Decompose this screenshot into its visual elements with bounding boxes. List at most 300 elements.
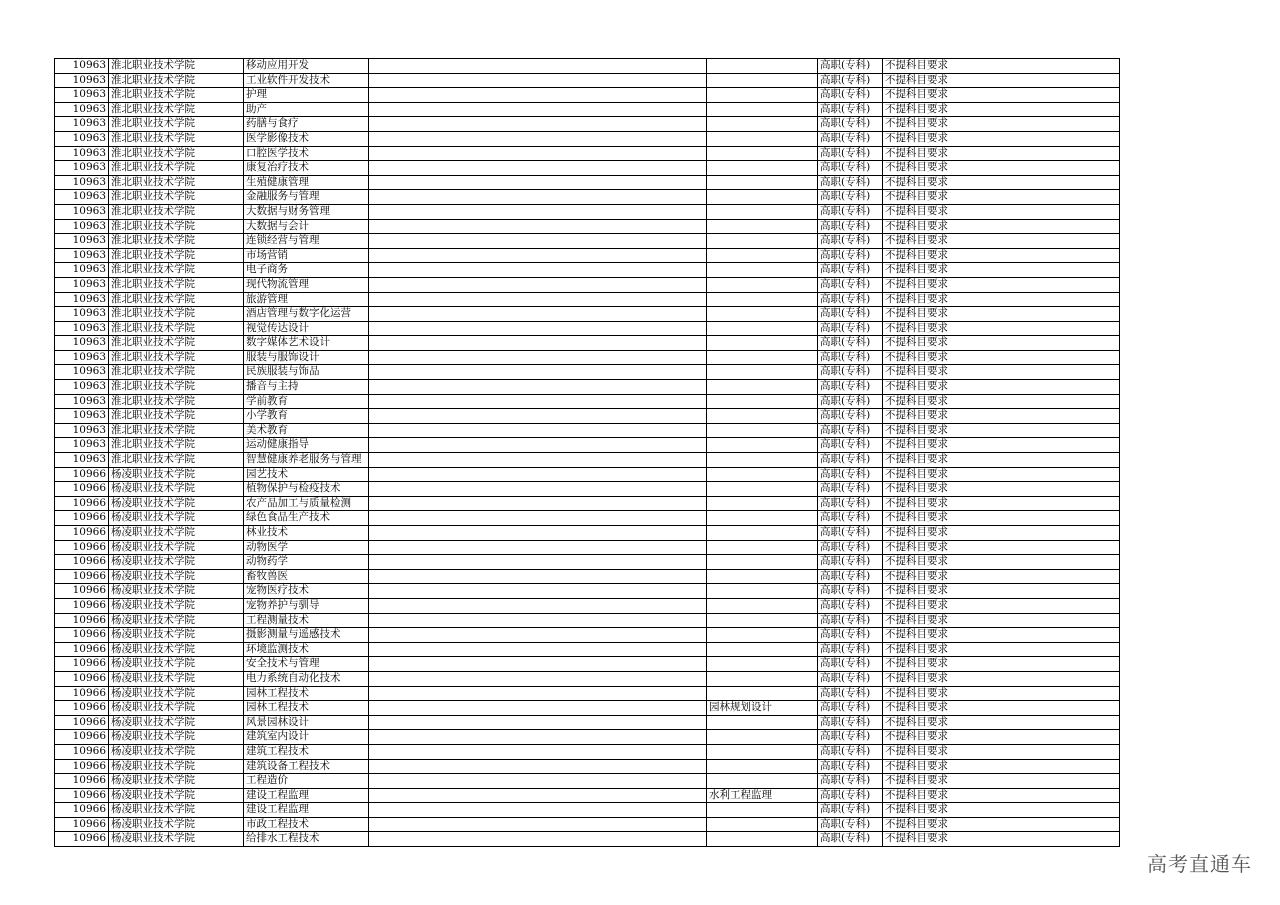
blank-cell bbox=[369, 555, 707, 570]
level-cell: 高职(专科) bbox=[818, 482, 883, 497]
school-name-cell: 淮北职业技术学院 bbox=[109, 219, 244, 234]
major-direction-cell bbox=[707, 832, 818, 847]
major-name-cell: 农产品加工与质量检测 bbox=[244, 496, 369, 511]
blank-cell bbox=[369, 423, 707, 438]
level-cell: 高职(专科) bbox=[818, 569, 883, 584]
major-direction-cell bbox=[707, 277, 818, 292]
subject-requirement-cell: 不提科目要求 bbox=[883, 496, 1120, 511]
school-name-cell: 淮北职业技术学院 bbox=[109, 438, 244, 453]
school-name-cell: 杨凌职业技术学院 bbox=[109, 817, 244, 832]
level-cell: 高职(专科) bbox=[818, 642, 883, 657]
level-cell: 高职(专科) bbox=[818, 759, 883, 774]
admission-table bbox=[54, 58, 1120, 847]
blank-cell bbox=[369, 131, 707, 146]
blank-cell bbox=[369, 613, 707, 628]
major-name-cell: 小学教育 bbox=[244, 409, 369, 424]
blank-cell bbox=[369, 657, 707, 672]
major-name-cell: 动物医学 bbox=[244, 540, 369, 555]
major-direction-cell bbox=[707, 73, 818, 88]
major-direction-cell bbox=[707, 146, 818, 161]
table-row bbox=[55, 88, 1120, 103]
school-code-cell: 10966 bbox=[55, 730, 109, 745]
school-name-cell: 淮北职业技术学院 bbox=[109, 409, 244, 424]
subject-requirement-cell: 不提科目要求 bbox=[883, 146, 1120, 161]
level-cell: 高职(专科) bbox=[818, 292, 883, 307]
level-cell: 高职(专科) bbox=[818, 526, 883, 541]
level-cell: 高职(专科) bbox=[818, 803, 883, 818]
table-row bbox=[55, 642, 1120, 657]
school-code-cell: 10963 bbox=[55, 131, 109, 146]
major-name-cell: 工程测量技术 bbox=[244, 613, 369, 628]
major-name-cell: 药膳与食疗 bbox=[244, 117, 369, 132]
major-name-cell: 护理 bbox=[244, 88, 369, 103]
school-name-cell: 淮北职业技术学院 bbox=[109, 131, 244, 146]
subject-requirement-cell: 不提科目要求 bbox=[883, 336, 1120, 351]
subject-requirement-cell: 不提科目要求 bbox=[883, 350, 1120, 365]
subject-requirement-cell: 不提科目要求 bbox=[883, 409, 1120, 424]
major-direction-cell bbox=[707, 88, 818, 103]
school-name-cell: 淮北职业技术学院 bbox=[109, 277, 244, 292]
blank-cell bbox=[369, 759, 707, 774]
level-cell: 高职(专科) bbox=[818, 540, 883, 555]
school-name-cell: 淮北职业技术学院 bbox=[109, 117, 244, 132]
school-code-cell: 10963 bbox=[55, 263, 109, 278]
major-name-cell: 市场营销 bbox=[244, 248, 369, 263]
school-name-cell: 淮北职业技术学院 bbox=[109, 292, 244, 307]
level-cell: 高职(专科) bbox=[818, 817, 883, 832]
subject-requirement-cell: 不提科目要求 bbox=[883, 161, 1120, 176]
school-name-cell: 淮北职业技术学院 bbox=[109, 204, 244, 219]
school-code-cell: 10963 bbox=[55, 292, 109, 307]
major-direction-cell bbox=[707, 365, 818, 380]
table-row bbox=[55, 321, 1120, 336]
school-code-cell: 10963 bbox=[55, 307, 109, 322]
school-code-cell: 10963 bbox=[55, 146, 109, 161]
blank-cell bbox=[369, 73, 707, 88]
table-row bbox=[55, 759, 1120, 774]
level-cell: 高职(专科) bbox=[818, 336, 883, 351]
major-name-cell: 美术教育 bbox=[244, 423, 369, 438]
subject-requirement-cell: 不提科目要求 bbox=[883, 88, 1120, 103]
major-name-cell: 智慧健康养老服务与管理 bbox=[244, 453, 369, 468]
table-row bbox=[55, 336, 1120, 351]
major-direction-cell bbox=[707, 438, 818, 453]
school-code-cell: 10966 bbox=[55, 598, 109, 613]
table-row bbox=[55, 628, 1120, 643]
major-name-cell: 林业技术 bbox=[244, 526, 369, 541]
subject-requirement-cell: 不提科目要求 bbox=[883, 131, 1120, 146]
school-name-cell: 淮北职业技术学院 bbox=[109, 365, 244, 380]
major-direction-cell bbox=[707, 453, 818, 468]
table-row bbox=[55, 715, 1120, 730]
school-code-cell: 10963 bbox=[55, 204, 109, 219]
level-cell: 高职(专科) bbox=[818, 219, 883, 234]
blank-cell bbox=[369, 59, 707, 74]
table-row bbox=[55, 175, 1120, 190]
table-row bbox=[55, 73, 1120, 88]
subject-requirement-cell: 不提科目要求 bbox=[883, 102, 1120, 117]
school-code-cell: 10966 bbox=[55, 686, 109, 701]
level-cell: 高职(专科) bbox=[818, 204, 883, 219]
blank-cell bbox=[369, 686, 707, 701]
subject-requirement-cell: 不提科目要求 bbox=[883, 365, 1120, 380]
blank-cell bbox=[369, 146, 707, 161]
major-direction-cell bbox=[707, 511, 818, 526]
table-row bbox=[55, 59, 1120, 74]
major-direction-cell bbox=[707, 671, 818, 686]
school-name-cell: 杨凌职业技术学院 bbox=[109, 628, 244, 643]
school-name-cell: 淮北职业技术学院 bbox=[109, 380, 244, 395]
major-direction-cell bbox=[707, 540, 818, 555]
major-direction-cell bbox=[707, 248, 818, 263]
school-name-cell: 淮北职业技术学院 bbox=[109, 190, 244, 205]
table-row bbox=[55, 511, 1120, 526]
school-name-cell: 杨凌职业技术学院 bbox=[109, 540, 244, 555]
subject-requirement-cell: 不提科目要求 bbox=[883, 657, 1120, 672]
school-code-cell: 10966 bbox=[55, 788, 109, 803]
table-row bbox=[55, 526, 1120, 541]
table-row bbox=[55, 496, 1120, 511]
school-code-cell: 10966 bbox=[55, 584, 109, 599]
subject-requirement-cell: 不提科目要求 bbox=[883, 482, 1120, 497]
subject-requirement-cell: 不提科目要求 bbox=[883, 715, 1120, 730]
table-row bbox=[55, 365, 1120, 380]
level-cell: 高职(专科) bbox=[818, 511, 883, 526]
table-row bbox=[55, 117, 1120, 132]
major-direction-cell bbox=[707, 219, 818, 234]
major-name-cell: 视觉传达设计 bbox=[244, 321, 369, 336]
school-code-cell: 10966 bbox=[55, 496, 109, 511]
school-code-cell: 10966 bbox=[55, 555, 109, 570]
school-code-cell: 10966 bbox=[55, 628, 109, 643]
major-name-cell: 移动应用开发 bbox=[244, 59, 369, 74]
level-cell: 高职(专科) bbox=[818, 555, 883, 570]
school-name-cell: 淮北职业技术学院 bbox=[109, 423, 244, 438]
subject-requirement-cell: 不提科目要求 bbox=[883, 744, 1120, 759]
subject-requirement-cell: 不提科目要求 bbox=[883, 642, 1120, 657]
subject-requirement-cell: 不提科目要求 bbox=[883, 423, 1120, 438]
school-name-cell: 杨凌职业技术学院 bbox=[109, 482, 244, 497]
level-cell: 高职(专科) bbox=[818, 730, 883, 745]
major-name-cell: 金融服务与管理 bbox=[244, 190, 369, 205]
school-name-cell: 淮北职业技术学院 bbox=[109, 146, 244, 161]
school-code-cell: 10966 bbox=[55, 613, 109, 628]
blank-cell bbox=[369, 482, 707, 497]
table-row bbox=[55, 774, 1120, 789]
major-name-cell: 连锁经营与管理 bbox=[244, 234, 369, 249]
table-row bbox=[55, 161, 1120, 176]
major-direction-cell bbox=[707, 394, 818, 409]
subject-requirement-cell: 不提科目要求 bbox=[883, 438, 1120, 453]
table-row bbox=[55, 744, 1120, 759]
major-name-cell: 工业软件开发技术 bbox=[244, 73, 369, 88]
school-code-cell: 10963 bbox=[55, 453, 109, 468]
level-cell: 高职(专科) bbox=[818, 131, 883, 146]
school-code-cell: 10963 bbox=[55, 161, 109, 176]
major-direction-cell bbox=[707, 803, 818, 818]
blank-cell bbox=[369, 453, 707, 468]
subject-requirement-cell: 不提科目要求 bbox=[883, 248, 1120, 263]
blank-cell bbox=[369, 467, 707, 482]
school-code-cell: 10966 bbox=[55, 715, 109, 730]
blank-cell bbox=[369, 88, 707, 103]
subject-requirement-cell: 不提科目要求 bbox=[883, 628, 1120, 643]
school-name-cell: 淮北职业技术学院 bbox=[109, 248, 244, 263]
subject-requirement-cell: 不提科目要求 bbox=[883, 817, 1120, 832]
subject-requirement-cell: 不提科目要求 bbox=[883, 117, 1120, 132]
level-cell: 高职(专科) bbox=[818, 598, 883, 613]
major-name-cell: 宠物养护与驯导 bbox=[244, 598, 369, 613]
subject-requirement-cell: 不提科目要求 bbox=[883, 380, 1120, 395]
major-name-cell: 宠物医疗技术 bbox=[244, 584, 369, 599]
major-direction-cell bbox=[707, 774, 818, 789]
school-code-cell: 10966 bbox=[55, 817, 109, 832]
major-direction-cell bbox=[707, 598, 818, 613]
major-direction-cell bbox=[707, 59, 818, 74]
table-row bbox=[55, 102, 1120, 117]
major-direction-cell bbox=[707, 730, 818, 745]
table-row bbox=[55, 234, 1120, 249]
watermark: 高考直通车 bbox=[1147, 852, 1252, 876]
major-direction-cell bbox=[707, 584, 818, 599]
blank-cell bbox=[369, 774, 707, 789]
table-row bbox=[55, 701, 1120, 716]
school-name-cell: 杨凌职业技术学院 bbox=[109, 759, 244, 774]
blank-cell bbox=[369, 336, 707, 351]
school-name-cell: 杨凌职业技术学院 bbox=[109, 686, 244, 701]
level-cell: 高职(专科) bbox=[818, 380, 883, 395]
school-code-cell: 10966 bbox=[55, 540, 109, 555]
level-cell: 高职(专科) bbox=[818, 788, 883, 803]
subject-requirement-cell: 不提科目要求 bbox=[883, 540, 1120, 555]
school-code-cell: 10966 bbox=[55, 467, 109, 482]
school-code-cell: 10966 bbox=[55, 759, 109, 774]
blank-cell bbox=[369, 701, 707, 716]
subject-requirement-cell: 不提科目要求 bbox=[883, 263, 1120, 278]
subject-requirement-cell: 不提科目要求 bbox=[883, 219, 1120, 234]
blank-cell bbox=[369, 409, 707, 424]
school-code-cell: 10963 bbox=[55, 438, 109, 453]
level-cell: 高职(专科) bbox=[818, 628, 883, 643]
level-cell: 高职(专科) bbox=[818, 657, 883, 672]
table-row bbox=[55, 803, 1120, 818]
major-name-cell: 市政工程技术 bbox=[244, 817, 369, 832]
table-row bbox=[55, 219, 1120, 234]
major-direction-cell bbox=[707, 555, 818, 570]
major-direction-cell bbox=[707, 423, 818, 438]
major-name-cell: 风景园林设计 bbox=[244, 715, 369, 730]
table-row bbox=[55, 380, 1120, 395]
blank-cell bbox=[369, 540, 707, 555]
major-name-cell: 工程造价 bbox=[244, 774, 369, 789]
school-code-cell: 10963 bbox=[55, 219, 109, 234]
major-name-cell: 园林工程技术 bbox=[244, 701, 369, 716]
school-code-cell: 10966 bbox=[55, 569, 109, 584]
school-code-cell: 10966 bbox=[55, 832, 109, 847]
major-name-cell: 现代物流管理 bbox=[244, 277, 369, 292]
major-name-cell: 助产 bbox=[244, 102, 369, 117]
level-cell: 高职(专科) bbox=[818, 73, 883, 88]
major-name-cell: 民族服装与饰品 bbox=[244, 365, 369, 380]
blank-cell bbox=[369, 671, 707, 686]
subject-requirement-cell: 不提科目要求 bbox=[883, 307, 1120, 322]
blank-cell bbox=[369, 307, 707, 322]
blank-cell bbox=[369, 598, 707, 613]
major-name-cell: 电力系统自动化技术 bbox=[244, 671, 369, 686]
major-name-cell: 医学影像技术 bbox=[244, 131, 369, 146]
school-code-cell: 10963 bbox=[55, 380, 109, 395]
level-cell: 高职(专科) bbox=[818, 409, 883, 424]
major-name-cell: 绿色食品生产技术 bbox=[244, 511, 369, 526]
level-cell: 高职(专科) bbox=[818, 263, 883, 278]
school-code-cell: 10963 bbox=[55, 88, 109, 103]
major-name-cell: 运动健康指导 bbox=[244, 438, 369, 453]
school-code-cell: 10963 bbox=[55, 73, 109, 88]
subject-requirement-cell: 不提科目要求 bbox=[883, 759, 1120, 774]
table-row bbox=[55, 730, 1120, 745]
table-row bbox=[55, 832, 1120, 847]
major-name-cell: 康复治疗技术 bbox=[244, 161, 369, 176]
level-cell: 高职(专科) bbox=[818, 671, 883, 686]
major-name-cell: 大数据与财务管理 bbox=[244, 204, 369, 219]
school-name-cell: 杨凌职业技术学院 bbox=[109, 657, 244, 672]
major-name-cell: 畜牧兽医 bbox=[244, 569, 369, 584]
blank-cell bbox=[369, 394, 707, 409]
school-name-cell: 杨凌职业技术学院 bbox=[109, 832, 244, 847]
major-name-cell: 服装与服饰设计 bbox=[244, 350, 369, 365]
subject-requirement-cell: 不提科目要求 bbox=[883, 774, 1120, 789]
school-name-cell: 淮北职业技术学院 bbox=[109, 263, 244, 278]
table-row bbox=[55, 292, 1120, 307]
major-direction-cell bbox=[707, 190, 818, 205]
blank-cell bbox=[369, 161, 707, 176]
level-cell: 高职(专科) bbox=[818, 686, 883, 701]
subject-requirement-cell: 不提科目要求 bbox=[883, 511, 1120, 526]
level-cell: 高职(专科) bbox=[818, 832, 883, 847]
blank-cell bbox=[369, 817, 707, 832]
subject-requirement-cell: 不提科目要求 bbox=[883, 59, 1120, 74]
table-body bbox=[55, 59, 1120, 847]
school-name-cell: 杨凌职业技术学院 bbox=[109, 555, 244, 570]
blank-cell bbox=[369, 277, 707, 292]
level-cell: 高职(专科) bbox=[818, 146, 883, 161]
major-name-cell: 酒店管理与数字化运营 bbox=[244, 307, 369, 322]
level-cell: 高职(专科) bbox=[818, 394, 883, 409]
blank-cell bbox=[369, 102, 707, 117]
school-code-cell: 10963 bbox=[55, 117, 109, 132]
subject-requirement-cell: 不提科目要求 bbox=[883, 321, 1120, 336]
major-name-cell: 旅游管理 bbox=[244, 292, 369, 307]
table-row bbox=[55, 423, 1120, 438]
major-direction-cell bbox=[707, 131, 818, 146]
table-row bbox=[55, 263, 1120, 278]
major-name-cell: 电子商务 bbox=[244, 263, 369, 278]
major-name-cell: 口腔医学技术 bbox=[244, 146, 369, 161]
major-name-cell: 建设工程监理 bbox=[244, 803, 369, 818]
level-cell: 高职(专科) bbox=[818, 175, 883, 190]
school-name-cell: 杨凌职业技术学院 bbox=[109, 526, 244, 541]
major-direction-cell: 水利工程监理 bbox=[707, 788, 818, 803]
table-row bbox=[55, 307, 1120, 322]
level-cell: 高职(专科) bbox=[818, 365, 883, 380]
blank-cell bbox=[369, 175, 707, 190]
major-name-cell: 生殖健康管理 bbox=[244, 175, 369, 190]
major-direction-cell bbox=[707, 292, 818, 307]
level-cell: 高职(专科) bbox=[818, 584, 883, 599]
major-name-cell: 园林工程技术 bbox=[244, 686, 369, 701]
table-row bbox=[55, 671, 1120, 686]
major-direction-cell bbox=[707, 175, 818, 190]
subject-requirement-cell: 不提科目要求 bbox=[883, 277, 1120, 292]
subject-requirement-cell: 不提科目要求 bbox=[883, 467, 1120, 482]
school-name-cell: 杨凌职业技术学院 bbox=[109, 788, 244, 803]
table-row bbox=[55, 350, 1120, 365]
major-direction-cell bbox=[707, 321, 818, 336]
table-row bbox=[55, 453, 1120, 468]
major-direction-cell bbox=[707, 263, 818, 278]
major-name-cell: 摄影测量与遥感技术 bbox=[244, 628, 369, 643]
major-direction-cell bbox=[707, 642, 818, 657]
major-name-cell: 园艺技术 bbox=[244, 467, 369, 482]
major-direction-cell: 园林规划设计 bbox=[707, 701, 818, 716]
school-name-cell: 淮北职业技术学院 bbox=[109, 161, 244, 176]
subject-requirement-cell: 不提科目要求 bbox=[883, 234, 1120, 249]
school-name-cell: 杨凌职业技术学院 bbox=[109, 467, 244, 482]
major-direction-cell bbox=[707, 102, 818, 117]
subject-requirement-cell: 不提科目要求 bbox=[883, 190, 1120, 205]
blank-cell bbox=[369, 715, 707, 730]
school-code-cell: 10966 bbox=[55, 774, 109, 789]
school-name-cell: 杨凌职业技术学院 bbox=[109, 730, 244, 745]
major-direction-cell bbox=[707, 117, 818, 132]
major-name-cell: 播音与主持 bbox=[244, 380, 369, 395]
major-name-cell: 建设工程监理 bbox=[244, 788, 369, 803]
major-name-cell: 建筑设备工程技术 bbox=[244, 759, 369, 774]
school-name-cell: 杨凌职业技术学院 bbox=[109, 598, 244, 613]
blank-cell bbox=[369, 204, 707, 219]
subject-requirement-cell: 不提科目要求 bbox=[883, 686, 1120, 701]
blank-cell bbox=[369, 190, 707, 205]
table-row bbox=[55, 146, 1120, 161]
level-cell: 高职(专科) bbox=[818, 161, 883, 176]
major-direction-cell bbox=[707, 686, 818, 701]
table-row bbox=[55, 248, 1120, 263]
level-cell: 高职(专科) bbox=[818, 321, 883, 336]
table-row bbox=[55, 409, 1120, 424]
major-direction-cell bbox=[707, 336, 818, 351]
subject-requirement-cell: 不提科目要求 bbox=[883, 584, 1120, 599]
subject-requirement-cell: 不提科目要求 bbox=[883, 613, 1120, 628]
major-direction-cell bbox=[707, 628, 818, 643]
blank-cell bbox=[369, 788, 707, 803]
school-name-cell: 淮北职业技术学院 bbox=[109, 88, 244, 103]
school-name-cell: 淮北职业技术学院 bbox=[109, 350, 244, 365]
table-row bbox=[55, 394, 1120, 409]
blank-cell bbox=[369, 321, 707, 336]
level-cell: 高职(专科) bbox=[818, 59, 883, 74]
blank-cell bbox=[369, 263, 707, 278]
table-row bbox=[55, 657, 1120, 672]
school-code-cell: 10963 bbox=[55, 423, 109, 438]
major-name-cell: 安全技术与管理 bbox=[244, 657, 369, 672]
major-direction-cell bbox=[707, 204, 818, 219]
school-name-cell: 杨凌职业技术学院 bbox=[109, 744, 244, 759]
school-name-cell: 淮北职业技术学院 bbox=[109, 102, 244, 117]
subject-requirement-cell: 不提科目要求 bbox=[883, 204, 1120, 219]
level-cell: 高职(专科) bbox=[818, 496, 883, 511]
school-code-cell: 10966 bbox=[55, 671, 109, 686]
school-name-cell: 淮北职业技术学院 bbox=[109, 453, 244, 468]
